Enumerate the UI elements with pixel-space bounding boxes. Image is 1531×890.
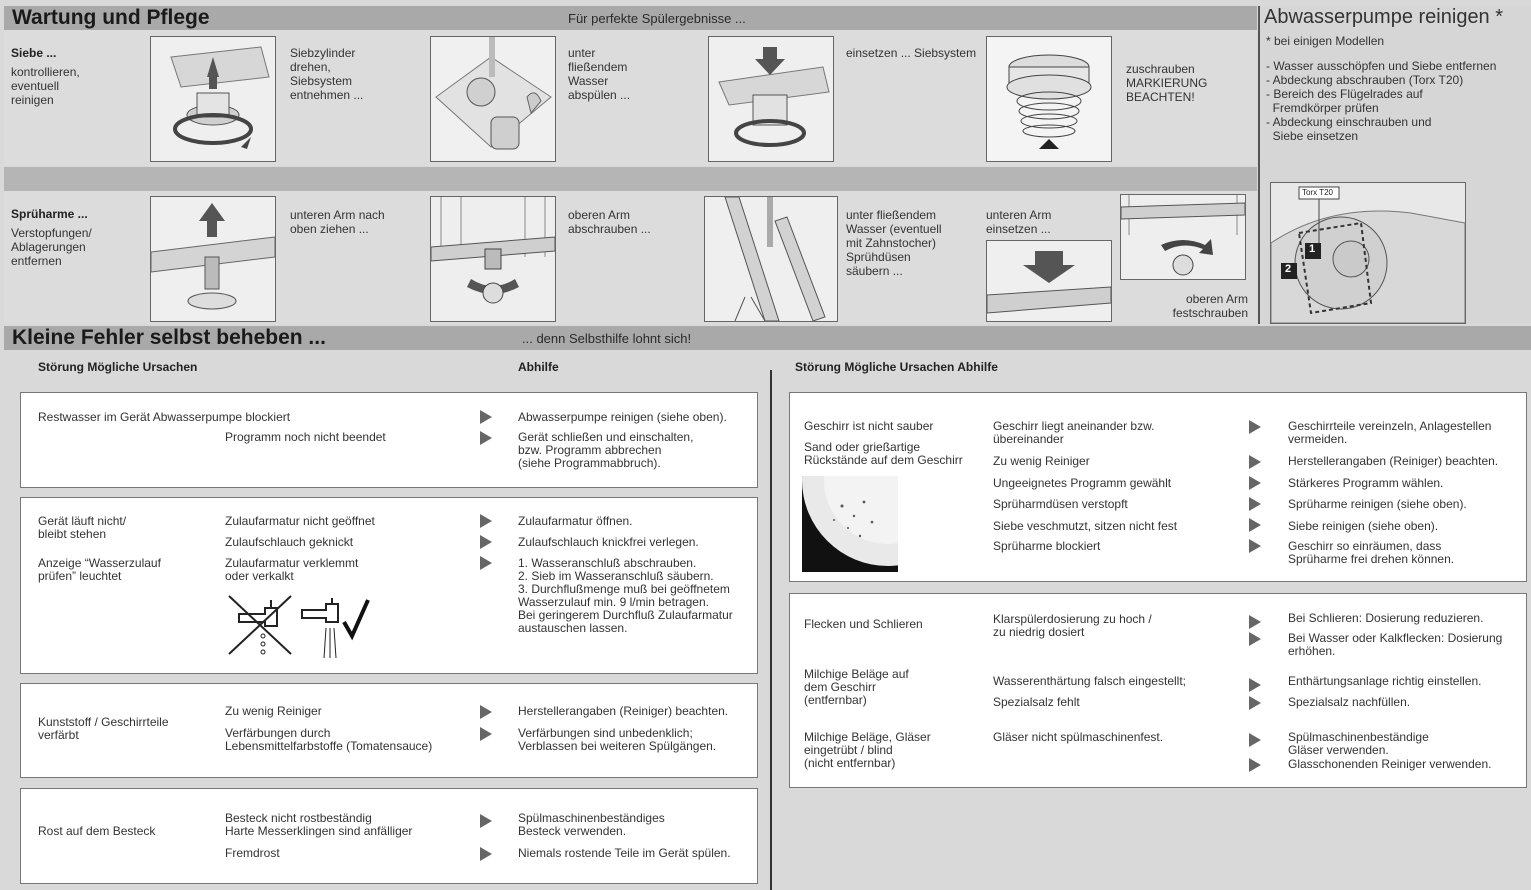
- arrow-icon: [480, 556, 492, 570]
- siebe-step1: Siebzylinder drehen, Siebsystem entnehmen ...: [290, 46, 364, 102]
- siebe-desc: kontrollieren, eventuell reinigen: [11, 65, 80, 107]
- b4-cause1: Besteck nicht rostbeständig Harte Messerklingen sind anfälliger: [225, 811, 413, 838]
- arm-upper-screw-photo: [1120, 194, 1246, 280]
- b2-problem1: Gerät läuft nicht/ bleibt stehen: [38, 514, 127, 541]
- arrow-icon: [1249, 476, 1261, 490]
- b3-problem: Kunststoff / Geschirrteile verfärbt: [38, 715, 169, 742]
- siebe-step4: zuschrauben MARKIERUNG BEACHTEN!: [1126, 62, 1208, 104]
- arrow-icon: [1249, 420, 1261, 434]
- tap-open-check-icon: [300, 596, 372, 660]
- siebe-step3: einsetzen ... Siebsystem: [846, 46, 977, 60]
- dirty-plate-photo: [802, 476, 898, 572]
- r1-cause2: Zu wenig Reiniger: [993, 454, 1090, 468]
- b3-cause1: Zu wenig Reiniger: [225, 704, 322, 718]
- b3-fix1: Herstellerangaben (Reiniger) beachten.: [518, 704, 729, 718]
- arm-upper-photo: [430, 196, 556, 322]
- r2-fix5: Spülmaschinenbeständige Gläser verwenden.: [1288, 730, 1429, 757]
- pump-step-marker-1: 1: [1309, 243, 1316, 255]
- arm-clean-photo: [704, 196, 838, 322]
- arrow-icon: [480, 814, 492, 828]
- b4-problem: Rost auf dem Besteck: [38, 824, 156, 838]
- sieb-rinse-photo: [430, 36, 556, 162]
- pump-step-marker-2: 2: [1285, 263, 1292, 275]
- pumpe-note: * bei einigen Modellen: [1266, 34, 1385, 48]
- spruh-title: Sprüharme ...: [11, 207, 88, 221]
- wartung-title: Wartung und Pflege: [12, 6, 210, 29]
- r1-cause5: Siebe veschmutzt, sitzen nicht fest: [993, 519, 1178, 533]
- row-divider: [4, 167, 1257, 191]
- arrow-icon: [1249, 678, 1261, 692]
- wartung-subtitle: Für perfekte Spülergebnisse ...: [568, 11, 746, 26]
- arrow-icon: [480, 847, 492, 861]
- b2-cause1: Zulaufarmatur nicht geöffnet: [225, 514, 375, 528]
- arrow-icon: [1249, 615, 1261, 629]
- r1-fix3: Stärkeres Programm wählen.: [1288, 476, 1444, 490]
- sieb-remove-photo: [150, 36, 276, 162]
- b1-problem: Restwasser im Gerät Abwasserpumpe blockiert: [38, 410, 291, 424]
- r2-fix4: Spezialsalz nachfüllen.: [1288, 695, 1411, 709]
- arm-step3: unter fließendem Wasser (eventuell mit Zahnstocher) Sprühdüsen säubern ...: [846, 208, 942, 278]
- r1-problem2: Sand oder grießartige Rückstände auf dem Geschirr: [804, 441, 963, 467]
- spruh-desc: Verstopfungen/ Ablagerungen entfernen: [11, 226, 92, 268]
- b2-fix3: 1. Wasseranschluß abschrauben. 2. Sieb im Wasseranschluß säubern. 3. Durchflußmenge muß bei geöffnetem Wasserzulauf min. 9 l/min betragen. Bei geringerem Durchfluß Zulaufarmatur austauschen lassen.: [518, 556, 733, 635]
- b2-cause3: Zulaufarmatur verklemmt oder verkalkt: [225, 556, 359, 583]
- r2-cause4: Gläser nicht spülmaschinenfest.: [993, 730, 1164, 744]
- sieb-screw-photo: [986, 36, 1112, 162]
- right-col-head: Störung Mögliche Ursachen Abhilfe: [795, 360, 998, 374]
- arrow-icon: [480, 431, 492, 445]
- arrow-icon: [480, 535, 492, 549]
- b2-problem2: Anzeige “Wasserzulauf prüfen” leuchtet: [38, 556, 161, 583]
- r2-cause1: Klarspülerdosierung zu hoch / zu niedrig dosiert: [993, 612, 1152, 639]
- siebe-title: Siebe ...: [11, 46, 57, 60]
- sieb-insert-photo: [708, 36, 834, 162]
- fehler-subtitle: ... denn Selbsthilfe lohnt sich!: [522, 331, 692, 346]
- r2-cause2: Wasserenthärtung falsch eingestellt;: [993, 674, 1186, 688]
- arrow-icon: [1249, 497, 1261, 511]
- pumpe-steps: - Wasser ausschöpfen und Siebe entfernen - Abdeckung abschrauben (Torx T20) - Bereich des Flügelrades auf Fremdkörper prüfen - Abdeckung einschrauben und Siebe einsetzen: [1266, 59, 1497, 143]
- r2-fix1: Bei Schlieren: Dosierung reduzieren.: [1288, 611, 1484, 625]
- arrow-icon: [1249, 733, 1261, 747]
- r1-fix4: Sprüharme reinigen (siehe oben).: [1288, 497, 1467, 511]
- arrow-icon: [1249, 518, 1261, 532]
- b3-fix2: Verfärbungen sind unbedenklich; Verblassen bei weiteren Spülgängen.: [518, 726, 717, 753]
- r2-problem3: Milchige Beläge, Gläser eingetrübt / blind (nicht entfernbar): [804, 730, 931, 770]
- r2-fix6: Glasschonenden Reiniger verwenden.: [1288, 757, 1492, 771]
- siebe-step2: unter fließendem Wasser abspülen ...: [568, 46, 631, 102]
- arrow-icon: [480, 727, 492, 741]
- r1-fix1: Geschirrteile vereinzeln, Anlagestellen vermeiden.: [1288, 419, 1492, 446]
- arm-step5: oberen Arm festschrauben: [1172, 292, 1248, 320]
- r2-problem1: Flecken und Schlieren: [804, 617, 923, 631]
- r2-problem2: Milchige Beläge auf dem Geschirr (entfernbar): [804, 667, 909, 707]
- arm-lower-insert-photo: [986, 240, 1112, 322]
- r1-fix5: Siebe reinigen (siehe oben).: [1288, 519, 1439, 533]
- r1-problem1: Geschirr ist nicht sauber: [804, 419, 934, 433]
- b4-cause2: Fremdrost: [225, 846, 280, 860]
- arrow-icon: [480, 705, 492, 719]
- b4-fix2: Niemals rostende Teile im Gerät spülen.: [518, 846, 731, 860]
- arrow-icon: [480, 410, 492, 424]
- pump-illustration: [1270, 182, 1466, 324]
- b1-fix2: Gerät schließen und einschalten, bzw. Programm abbrechen (siehe Programmabbruch).: [518, 430, 694, 470]
- b2-cause2: Zulaufschlauch geknickt: [225, 535, 354, 549]
- b1-cause2: Programm noch nicht beendet: [225, 430, 386, 444]
- r1-fix6: Geschirr so einräumen, dass Sprüharme frei drehen können.: [1288, 539, 1455, 566]
- b3-cause2: Verfärbungen durch Lebensmittelfarbstoffe (Tomatensauce): [225, 726, 433, 753]
- arm-lower-photo: [150, 196, 276, 322]
- r1-cause6: Sprüharme blockiert: [993, 539, 1101, 553]
- arrow-icon: [1249, 455, 1261, 469]
- b2-fix2: Zulaufschlauch knickfrei verlegen.: [518, 535, 699, 549]
- arm-step2: oberen Arm abschrauben ...: [568, 208, 651, 236]
- r1-cause1: Geschirr liegt aneinander bzw. übereinander: [993, 419, 1155, 446]
- r2-fix2: Bei Wasser oder Kalkflecken: Dosierung erhöhen.: [1288, 631, 1503, 658]
- left-col-head-abhilfe: Abhilfe: [518, 360, 559, 374]
- fehler-title: Kleine Fehler selbst beheben ...: [12, 326, 326, 349]
- arrow-icon: [1249, 632, 1261, 646]
- arm-step1: unteren Arm nach oben ziehen ...: [290, 208, 385, 236]
- left-col-head: Störung Mögliche Ursachen: [38, 360, 198, 374]
- arrow-icon: [1249, 696, 1261, 710]
- r1-cause3: Ungeeignetes Programm gewählt: [993, 476, 1172, 490]
- column-divider: [770, 370, 772, 890]
- b4-fix1: Spülmaschinenbeständiges Besteck verwenden.: [518, 811, 665, 838]
- r1-fix2: Herstellerangaben (Reiniger) beachten.: [1288, 454, 1499, 468]
- r1-cause4: Sprüharmdüsen verstopft: [993, 497, 1128, 511]
- pumpe-title: Abwasserpumpe reinigen *: [1264, 6, 1504, 28]
- arrow-icon: [1249, 758, 1261, 772]
- b2-fix1: Zulaufarmatur öffnen.: [518, 514, 633, 528]
- b1-fix1: Abwasserpumpe reinigen (siehe oben).: [518, 410, 727, 424]
- r2-cause3: Spezialsalz fehlt: [993, 695, 1080, 709]
- torx-label: Torx T20: [1302, 188, 1333, 197]
- arm-step4: unteren Arm einsetzen ...: [986, 208, 1052, 236]
- r2-fix3: Enthärtungsanlage richtig einstellen.: [1288, 674, 1482, 688]
- arrow-icon: [1249, 539, 1261, 553]
- tap-closed-icon: [225, 592, 295, 660]
- arrow-icon: [480, 514, 492, 528]
